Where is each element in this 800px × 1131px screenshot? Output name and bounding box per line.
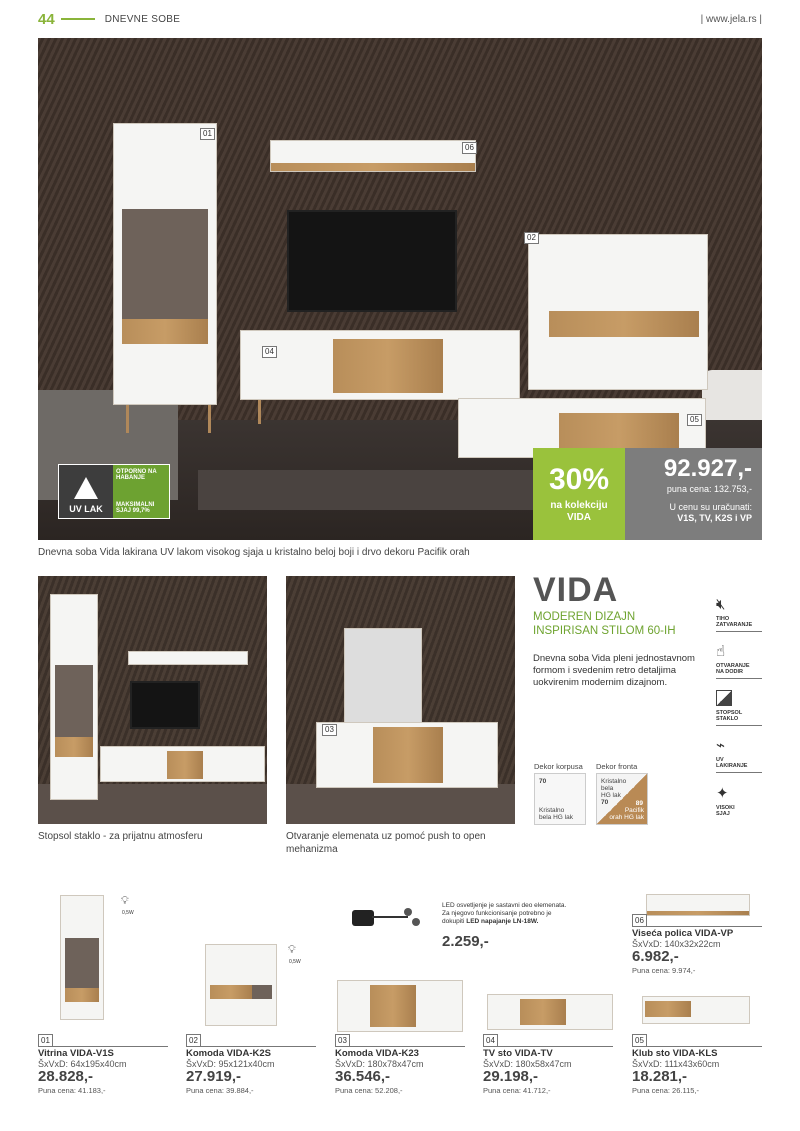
dekor-fronta-swatch <box>596 773 648 825</box>
dekor-korpusa-label: Dekor korpusa <box>534 762 583 771</box>
photo-push-to-open <box>286 576 515 824</box>
product-03-image <box>337 980 463 1032</box>
product-number: 03 <box>335 1034 350 1047</box>
product-number: 01 <box>38 1034 53 1047</box>
hero-photo <box>38 38 762 540</box>
product-full-price: Puna cena: 26.115,- <box>632 1086 699 1095</box>
product-full-price: Puna cena: 39.884,- <box>186 1086 254 1095</box>
hero-marker-06: 06 <box>462 142 477 154</box>
collection-subtitle <box>533 610 676 638</box>
set-price-box <box>625 448 762 540</box>
uv-line-1: OTPORNO NA HABANJE <box>116 469 157 481</box>
swatch-name-2: Pacifik orah HG lak <box>609 807 644 821</box>
product-price: 6.982,- <box>632 948 679 965</box>
product-price: 28.828,- <box>38 1068 94 1085</box>
photo-marker-03: 03 <box>322 724 337 736</box>
product-name: Klub sto VIDA-KLS <box>632 1048 718 1059</box>
hero-caption: Dnevna soba Vida lakirana UV lakom visokog sjaja u kristalno beloj boji i drvo dekoru Pacifik orah <box>38 547 470 558</box>
product-05-image <box>642 996 750 1024</box>
glass-icon <box>716 690 732 706</box>
product-full-price: Puna cena: 41.712,- <box>483 1086 551 1095</box>
product-name: Viseća polica VIDA-VP <box>632 928 734 939</box>
features-column <box>716 585 762 820</box>
product-number: 02 <box>186 1034 201 1047</box>
product-price: 36.546,- <box>335 1068 391 1085</box>
led-price: 2.259,- <box>442 933 489 950</box>
page-header <box>38 10 762 28</box>
swatch-name: Kristalno bela HG lak <box>539 807 573 821</box>
product-dimensions: ŠxVxD: 180x58x47cm <box>483 1059 572 1069</box>
set-includes-codes: V1S, TV, K2S i VP <box>677 513 752 523</box>
product-01-image <box>60 895 104 1020</box>
collection-description: Dnevna soba Vida pleni jednostavnom formom i svedenim retro detaljima uokvirenim modernim dizajnom. <box>533 653 695 688</box>
set-includes-label: U cenu su uračunati: <box>669 502 752 512</box>
product-name: Komoda VIDA-K23 <box>335 1048 419 1059</box>
feature-soft-close: 🔇︎ TIHO ZATVARANJE <box>716 585 762 632</box>
product-full-price: Puna cena: 9.974,- <box>632 966 696 975</box>
product-number: 04 <box>483 1034 498 1047</box>
led-adapter-illustration <box>352 900 432 936</box>
product-full-price: Puna cena: 41.183,- <box>38 1086 106 1095</box>
swatch-name-1: Kristalno bela HG lak 70 <box>601 778 627 806</box>
vitrina-illustration <box>113 123 217 405</box>
product-price: 18.281,- <box>632 1068 688 1085</box>
led-note: LED osvetljenje je sastavni deo elemenata. Za njegovo funkcionisanje potrebno je dokupiti LED napajanje LN-18W. <box>442 902 567 925</box>
discount-percent: 30% <box>548 463 610 496</box>
stopsol-caption: Stopsol staklo - za prijatnu atmosferu <box>38 831 203 842</box>
wattage-label: 0,5W <box>122 910 134 916</box>
feature-uv: ⌁ UV LAKIRANJE <box>716 726 762 773</box>
lightbulb-icon-2: 💡︎ <box>288 944 296 956</box>
set-full-price: puna cena: 132.753,- <box>666 484 752 494</box>
product-number: 06 <box>632 914 647 927</box>
header-divider <box>61 18 95 20</box>
product-dimensions: ŠxVxD: 111x43x60cm <box>632 1059 720 1069</box>
hero-marker-04: 04 <box>262 346 277 358</box>
spray-gun-icon: ⌁ <box>716 737 726 754</box>
collection-subtitle-line-1: MODEREN DIZAJN <box>533 611 636 623</box>
product-price: 29.198,- <box>483 1068 539 1085</box>
product-06-image <box>646 894 750 916</box>
uv-lak-badge <box>58 464 170 519</box>
discount-badge <box>533 448 625 540</box>
set-price: 92.927,- <box>663 455 752 482</box>
dekor-korpusa-swatch <box>534 773 586 825</box>
feature-high-gloss: ✦ VISOKI SJAJ <box>716 785 735 817</box>
swatch-num-2: 89 <box>635 800 643 807</box>
tv-stand-illustration <box>240 330 520 400</box>
speaker-mute-icon: 🔇︎ <box>716 596 726 613</box>
feature-touch-open: ☝︎ OTVARANJE NA DODIR <box>716 632 762 679</box>
product-dimensions: ŠxVxD: 64x195x40cm <box>38 1059 127 1069</box>
lightbulb-icon: 💡︎ <box>121 895 129 907</box>
uv-arrow-icon <box>74 477 98 499</box>
product-full-price: Puna cena: 52.208,- <box>335 1086 403 1095</box>
product-number: 05 <box>632 1034 647 1047</box>
sparkle-icon: ✦ <box>716 785 729 802</box>
website-link[interactable]: | www.jela.rs | <box>700 13 762 25</box>
komoda-illustration <box>528 234 708 390</box>
wattage-label-2: 0,5W <box>289 959 301 965</box>
collection-subtitle-line-2: INSPIRISAN STILOM 60-IH <box>533 625 676 637</box>
discount-line-1: na kolekciju <box>550 500 608 511</box>
push-to-open-caption: Otvaranje elemenata uz pomoć push to open mehanizma <box>286 831 486 855</box>
product-name: Vitrina VIDA-V1S <box>38 1048 114 1059</box>
page-number: 44 <box>38 10 55 28</box>
product-name: Komoda VIDA-K2S <box>186 1048 271 1059</box>
hero-marker-01: 01 <box>200 128 215 140</box>
uv-label: UV LAK <box>69 504 103 514</box>
touch-hand-icon: ☝︎ <box>716 643 726 660</box>
product-02-image <box>205 944 277 1026</box>
product-04-image <box>487 994 613 1030</box>
shelf-illustration <box>270 140 476 172</box>
product-dimensions: ŠxVxD: 140x32x22cm <box>632 939 721 949</box>
photo-stopsol <box>38 576 267 824</box>
product-price: 27.919,- <box>186 1068 242 1085</box>
hero-marker-02: 02 <box>524 232 539 244</box>
section-title: DNEVNE SOBE <box>104 13 181 25</box>
uv-line-2: MAKSIMALNI SJAJ 99,7% <box>116 502 155 514</box>
sofa-right <box>702 370 762 420</box>
collection-title: VIDA <box>533 571 619 609</box>
tv-illustration <box>287 210 457 312</box>
dekor-fronta-label: Dekor fronta <box>596 762 638 771</box>
product-name: TV sto VIDA-TV <box>483 1048 553 1059</box>
feature-stopsol: STOPSOL STAKLO <box>716 679 762 726</box>
product-dimensions: ŠxVxD: 95x121x40cm <box>186 1059 275 1069</box>
product-dimensions: ŠxVxD: 180x78x47cm <box>335 1059 424 1069</box>
discount-line-2: VIDA <box>567 512 591 523</box>
hero-marker-05: 05 <box>687 414 702 426</box>
swatch-num: 70 <box>539 778 547 785</box>
